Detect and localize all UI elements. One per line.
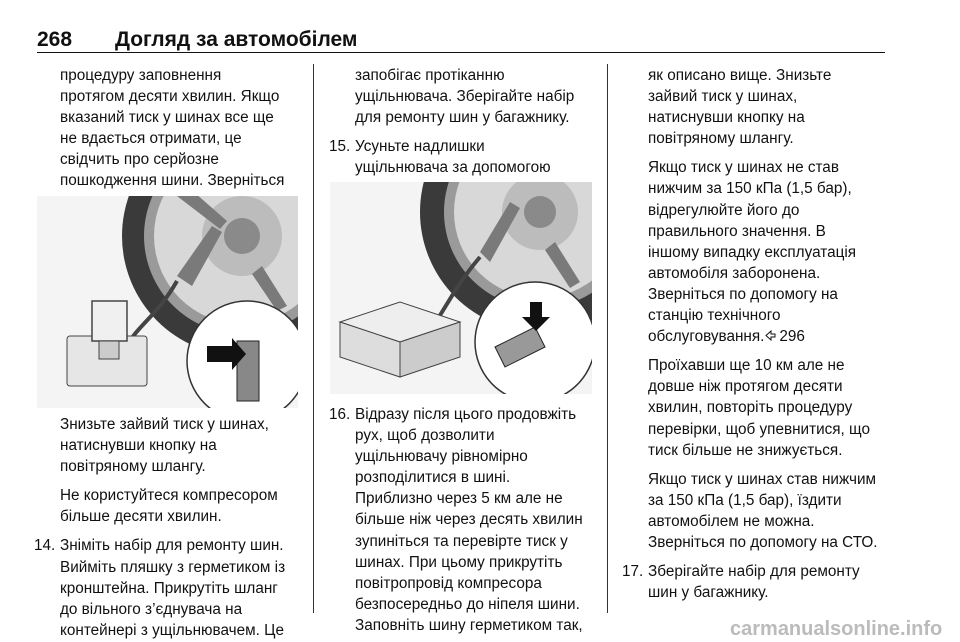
text-line: натиснувши кнопку на xyxy=(60,437,217,455)
watermark: carmanualsonline.info xyxy=(730,618,943,640)
text-line: більше десяти хвилин. xyxy=(60,508,222,526)
text-line: автомобіля заборонена. xyxy=(648,264,821,282)
text-line: Зберігайте набір для ремонту xyxy=(648,563,860,581)
text-line: ущільнювача. Зберігайте набір xyxy=(355,88,575,106)
text-fragment: обслуговування. xyxy=(648,328,765,346)
text-line: натиснувши кнопку на xyxy=(648,109,805,127)
text-line: Заповніть шину герметиком так, xyxy=(355,616,583,634)
text-line: Зверніться по допомогу на СТО. xyxy=(648,533,878,551)
text-line: Зніміть набір для ремонту шин. xyxy=(60,537,284,555)
step-number: 17. xyxy=(622,563,644,581)
text-line: повітряному шлангу. xyxy=(648,130,794,148)
text-line: автомобілем не можна. xyxy=(648,512,815,530)
column-2-bottom xyxy=(329,404,600,636)
text-line: рух, щоб дозволити xyxy=(355,427,495,445)
column-divider-2 xyxy=(607,64,608,613)
text-line: довше ніж протягом десяти xyxy=(648,378,843,396)
col2-top-text xyxy=(355,65,600,128)
text-line: пошкодження шини. Зверніться xyxy=(60,172,285,190)
header-rule xyxy=(37,52,885,53)
page-reference-link[interactable]: 296 xyxy=(779,328,805,346)
text-line: відрегулюйте його до xyxy=(648,201,800,219)
col1-top-text xyxy=(60,65,305,213)
step-number: 16. xyxy=(329,406,351,423)
text-line: Вийміть пляшку з герметиком із xyxy=(60,558,286,576)
text-line: контейнері з ущільнювачем. Це xyxy=(60,621,284,639)
page-number: 268 xyxy=(37,28,73,51)
text-line: Усуньте надлишки xyxy=(355,138,485,156)
step-17 xyxy=(622,561,888,603)
compressor-wheel-illustration xyxy=(37,196,298,408)
column-1-bottom xyxy=(34,414,305,641)
step-14 xyxy=(34,535,305,640)
step-number: 14. xyxy=(34,537,56,555)
col3-para-release-pressure xyxy=(648,65,888,149)
col3-para-pressure-check xyxy=(648,157,888,347)
text-line: перевірки, щоб упевнитися, що xyxy=(648,420,870,438)
col1-para-release-pressure xyxy=(60,414,305,477)
text-line: протягом десяти хвилин. Якщо xyxy=(60,88,280,106)
text-line: запобігає протіканню xyxy=(355,67,505,84)
text-line: більше ніж через десять хвилин xyxy=(355,511,583,529)
text-line: Приблизно через 5 км але не xyxy=(355,490,563,508)
col3-para-do-not-drive xyxy=(648,469,888,553)
column-2-top xyxy=(329,65,600,200)
text-line: ущільнювача за допомогою xyxy=(355,159,551,177)
text-line: як описано вище. Знизьте xyxy=(648,67,832,84)
arrow-reference-icon-svg xyxy=(765,330,776,341)
text-line: зупиніться та перевірте тиск у xyxy=(355,532,568,550)
text-line: Не користуйтеся компресором xyxy=(60,487,278,505)
page-title: Догляд за автомобілем xyxy=(115,28,358,51)
text-line: за 150 кПа (1,5 бар), їздити xyxy=(648,491,842,509)
text-line: Знизьте зайвий тиск у шинах, xyxy=(60,416,269,433)
text-line: не вдається отримати, це xyxy=(60,130,242,148)
step-number: 15. xyxy=(329,138,351,156)
text-line: вказаний тиск у шинах все ще xyxy=(60,109,274,127)
column-1-top xyxy=(60,65,305,213)
text-line: повітряному шлангу. xyxy=(60,458,206,476)
col1-para-compressor-limit xyxy=(60,485,305,527)
text-line xyxy=(648,326,888,347)
text-line: тиск більше не знижується. xyxy=(648,441,843,459)
step-16 xyxy=(329,404,600,636)
column-3 xyxy=(622,65,888,603)
text-line: іншому випадку експлуатація xyxy=(648,243,857,261)
text-line: нижчим за 150 кПа (1,5 бар), xyxy=(648,180,852,198)
text-line: зайвий тиск у шинах, xyxy=(648,88,798,106)
text-line: повітропровід компресора xyxy=(355,574,542,592)
text-line: кронштейна. Прикрутіть шланг xyxy=(60,579,278,597)
column-divider-1 xyxy=(313,64,314,613)
text-line: процедуру заповнення xyxy=(60,67,222,84)
arrow-reference-icon[interactable] xyxy=(765,326,776,347)
text-line: Зверніться по допомогу на xyxy=(648,285,838,303)
text-line: свідчить про серйозне xyxy=(60,151,219,169)
text-line: Якщо тиск у шинах став нижчим xyxy=(648,470,877,488)
compressor-hose-illustration xyxy=(330,182,592,394)
text-line: розподілитися в шині. xyxy=(355,469,511,487)
figure-compressor-wheel xyxy=(37,196,298,408)
text-line: для ремонту шин у багажнику. xyxy=(355,109,570,127)
text-line: хвилин, повторіть процедуру xyxy=(648,399,853,417)
figure-compressor-hose-valve xyxy=(330,182,592,394)
text-line: Проїхавши ще 10 км але не xyxy=(648,357,845,375)
text-line: правильного значення. В xyxy=(648,222,826,240)
text-line: шин у багажнику. xyxy=(648,584,769,602)
text-line: станцію технічного xyxy=(648,307,781,325)
text-line: шинах. При цьому прикрутіть xyxy=(355,553,563,571)
text-line: безпосередньо до ніпеля шини. xyxy=(355,595,580,613)
text-line: Якщо тиск у шинах не став xyxy=(648,159,839,177)
text-line: Відразу після цього продовжіть xyxy=(355,406,577,423)
col3-para-recheck xyxy=(648,355,888,460)
text-line: ущільнювачу рівномірно xyxy=(355,448,528,466)
text-line: до вільного з’єднувача на xyxy=(60,600,243,618)
